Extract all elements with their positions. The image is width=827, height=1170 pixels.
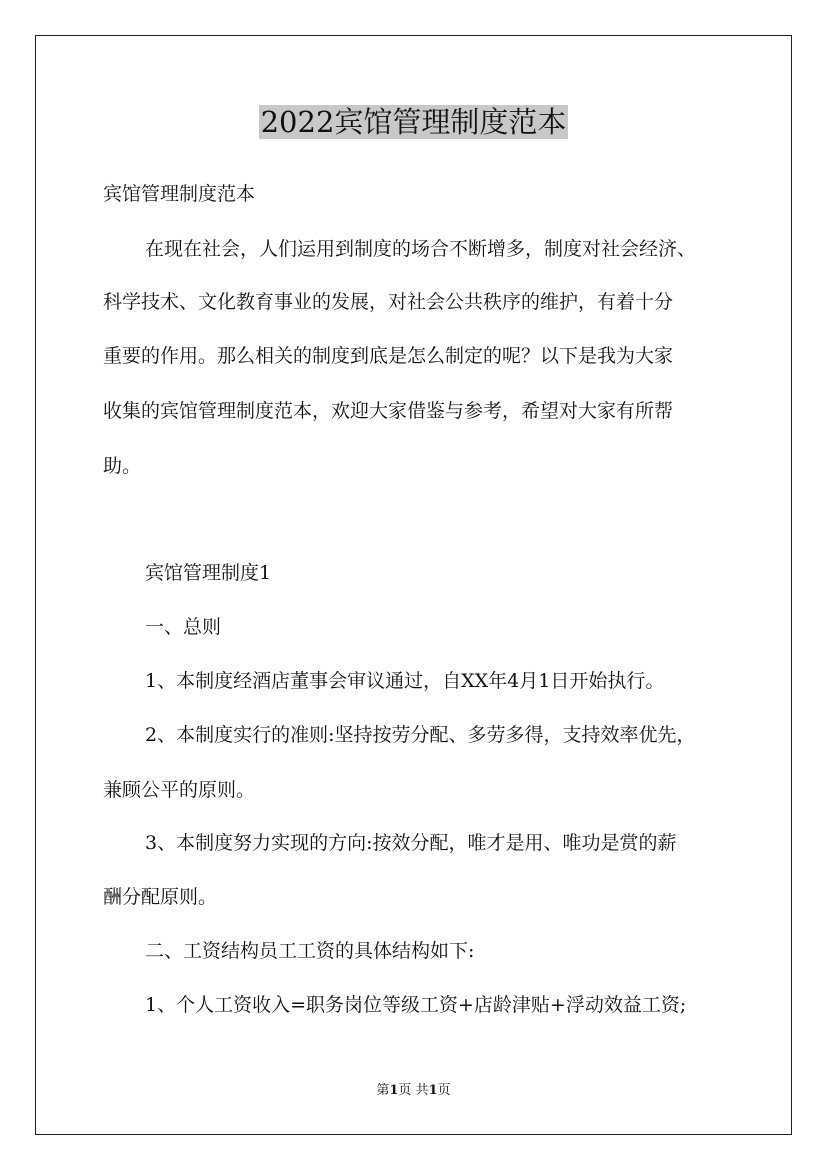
intro-line: 助。	[103, 455, 142, 477]
section-heading: 宾馆管理制度1	[145, 562, 272, 584]
intro-line: 科学技术、文化教育事业的发展，对社会公共秩序的维护，有着十分	[103, 291, 674, 313]
body-line: 2、本制度实行的准则:坚持按劳分配、多劳多得，支持效率优先，	[145, 724, 696, 746]
body-line: 二、工资结构员工工资的具体结构如下:	[145, 940, 475, 962]
body-line: 酬分配原则。	[103, 886, 218, 908]
footer-page-current: 1	[389, 1083, 399, 1098]
intro-line: 在现在社会，人们运用到制度的场合不断增多，制度对社会经济、	[145, 238, 697, 260]
body-line: 兼顾公平的原则。	[103, 779, 256, 801]
body-line: 一、总则	[145, 616, 222, 638]
document-title-text: 2022宾馆管理制度范本	[260, 105, 567, 139]
footer-page-total: 1	[428, 1083, 438, 1098]
body-line: 1、个人工资收入=职务岗位等级工资+店龄津贴+浮动效益工资;	[145, 994, 687, 1016]
body-line: 3、本制度努力实现的方向:按效分配，唯才是用、唯功是赏的薪	[145, 832, 677, 854]
footer-suffix: 页	[437, 1083, 451, 1098]
document-subtitle: 宾馆管理制度范本	[103, 183, 256, 205]
body-line: 1、本制度经酒店董事会审议通过，自XX年4月1日开始执行。	[145, 670, 665, 692]
footer-mid: 页 共	[398, 1083, 429, 1098]
intro-line: 重要的作用。那么相关的制度到底是怎么制定的呢？以下是我为大家	[103, 345, 674, 367]
intro-line: 收集的宾馆管理制度范本，欢迎大家借鉴与参考，希望对大家有所帮	[103, 400, 674, 422]
document-title	[0, 100, 827, 144]
page-footer	[0, 1082, 827, 1100]
footer-prefix: 第	[376, 1083, 390, 1098]
